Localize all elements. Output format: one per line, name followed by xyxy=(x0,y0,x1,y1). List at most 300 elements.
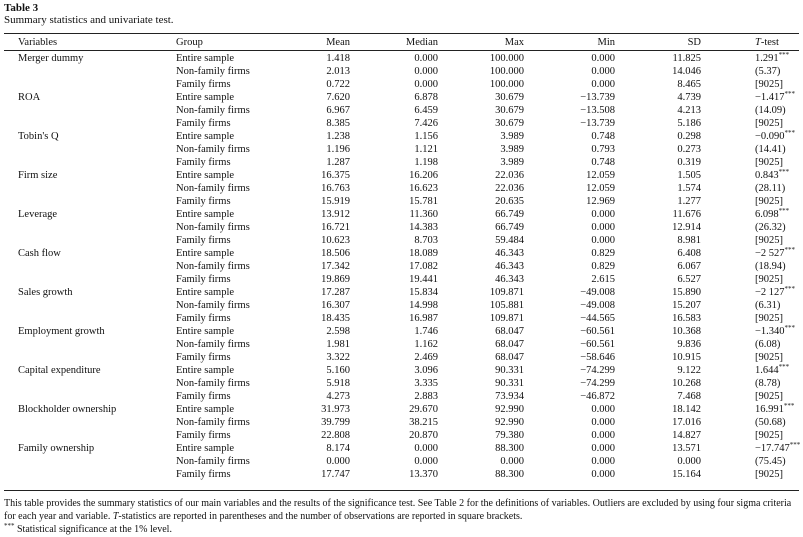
significance-marker: *** xyxy=(784,246,796,254)
t-value: (50.68) xyxy=(755,417,786,428)
group-cell: Non-family firms xyxy=(176,105,250,116)
t-value: 6.098 xyxy=(755,209,779,220)
t-test-cell xyxy=(701,65,799,78)
t-value: 1.291 xyxy=(755,53,779,64)
t-value: 1.644 xyxy=(755,365,779,376)
sd-cell: 6.067 xyxy=(677,261,701,272)
table-subtitle: Summary statistics and univariate test. xyxy=(4,14,174,26)
table-row xyxy=(4,312,799,325)
mean-cell: 18.506 xyxy=(321,248,350,259)
t-value: (18.94) xyxy=(755,261,786,272)
sd-cell: 1.574 xyxy=(677,183,701,194)
col-header-median: Median xyxy=(405,37,438,48)
median-cell: 38.215 xyxy=(409,417,438,428)
median-cell: 19.441 xyxy=(409,274,438,285)
min-cell: −13.739 xyxy=(580,118,615,129)
min-cell: −74.299 xyxy=(580,378,615,389)
min-cell: 0.000 xyxy=(591,469,615,480)
sd-cell: 17.016 xyxy=(672,417,701,428)
max-cell: 46.343 xyxy=(495,248,524,259)
t-value: −2 127 xyxy=(755,287,785,298)
significance-marker: *** xyxy=(784,324,796,332)
median-cell: 1.162 xyxy=(414,339,438,350)
t-test-cell xyxy=(701,91,799,104)
variable-cell xyxy=(4,416,176,429)
table-row xyxy=(4,182,799,195)
t-test-cell xyxy=(701,260,799,273)
variable-cell: Blockholder ownership xyxy=(18,404,117,415)
t-value: (75.45) xyxy=(755,456,786,467)
t-value: [9025] xyxy=(755,430,783,441)
table-row xyxy=(4,364,799,377)
sd-cell: 0.273 xyxy=(677,144,701,155)
min-cell: −60.561 xyxy=(580,339,615,350)
variable-cell xyxy=(4,273,176,286)
median-cell: 0.000 xyxy=(414,66,438,77)
variable-cell xyxy=(4,156,176,169)
table-row xyxy=(4,65,799,78)
mean-cell: 19.869 xyxy=(321,274,350,285)
significance-marker: *** xyxy=(778,51,790,59)
t-rest: -test xyxy=(760,37,779,48)
col-header-sd: SD xyxy=(687,37,701,48)
max-cell: 92.990 xyxy=(495,417,524,428)
variable-cell xyxy=(4,312,176,325)
top-rule xyxy=(4,33,799,34)
sig-text: Statistical significance at the 1% level. xyxy=(14,524,172,535)
group-cell: Entire sample xyxy=(176,248,235,259)
min-cell: 0.748 xyxy=(591,131,615,142)
t-value: (28.11) xyxy=(755,183,786,194)
table-row xyxy=(4,390,799,403)
col-header-min: Min xyxy=(597,37,615,48)
min-cell: 0.000 xyxy=(591,66,615,77)
median-cell: 0.000 xyxy=(414,79,438,90)
mean-cell: 5.918 xyxy=(326,378,350,389)
max-cell: 68.047 xyxy=(495,352,524,363)
max-cell: 66.749 xyxy=(495,222,524,233)
median-cell: 17.082 xyxy=(409,261,438,272)
t-italic: T xyxy=(755,37,761,48)
median-cell: 29.670 xyxy=(409,404,438,415)
median-cell: 0.000 xyxy=(414,443,438,454)
variable-cell xyxy=(4,143,176,156)
max-cell: 79.380 xyxy=(495,430,524,441)
table-row xyxy=(4,143,799,156)
min-cell: −74.299 xyxy=(580,365,615,376)
max-cell: 100.000 xyxy=(489,79,524,90)
min-cell: 0.829 xyxy=(591,261,615,272)
variable-cell: Family ownership xyxy=(18,443,95,454)
variable-cell: Tobin's Q xyxy=(18,131,59,142)
t-value: −2 527 xyxy=(755,248,785,259)
mean-cell: 1.287 xyxy=(326,157,350,168)
sd-cell: 8.465 xyxy=(677,79,701,90)
t-test-cell xyxy=(701,403,799,416)
t-value: [9025] xyxy=(755,235,783,246)
min-cell: 0.000 xyxy=(591,235,615,246)
min-cell: 12.059 xyxy=(586,183,615,194)
max-cell: 22.036 xyxy=(495,170,524,181)
max-cell: 20.635 xyxy=(495,196,524,207)
min-cell: −49.008 xyxy=(580,287,615,298)
sd-cell: 0.298 xyxy=(677,131,701,142)
t-test-cell xyxy=(701,130,799,143)
sd-cell: 9.122 xyxy=(677,365,701,376)
sd-cell: 9.836 xyxy=(677,339,701,350)
mean-cell: 1.196 xyxy=(326,144,350,155)
sd-cell: 11.676 xyxy=(672,209,701,220)
max-cell: 59.484 xyxy=(495,235,524,246)
significance-marker: *** xyxy=(784,285,796,293)
variable-cell: Firm size xyxy=(18,170,58,181)
mean-cell: 3.322 xyxy=(326,352,350,363)
t-test-cell xyxy=(701,221,799,234)
min-cell: −13.508 xyxy=(580,105,615,116)
t-test-cell xyxy=(701,169,799,182)
sd-cell: 13.571 xyxy=(672,443,701,454)
t-test-cell xyxy=(701,455,799,468)
mean-cell: 7.620 xyxy=(326,92,350,103)
t-test-cell xyxy=(701,182,799,195)
variable-cell xyxy=(4,455,176,468)
sd-cell: 18.142 xyxy=(672,404,701,415)
mean-cell: 17.747 xyxy=(321,469,350,480)
mean-cell: 8.174 xyxy=(326,443,350,454)
mean-cell: 22.808 xyxy=(321,430,350,441)
t-value: [9025] xyxy=(755,157,783,168)
t-test-cell xyxy=(701,442,799,455)
mean-cell: 6.967 xyxy=(326,105,350,116)
table-row xyxy=(4,286,799,299)
table-row xyxy=(4,78,799,91)
max-cell: 88.300 xyxy=(495,469,524,480)
table-row xyxy=(4,325,799,338)
t-test-cell xyxy=(701,338,799,351)
variable-cell xyxy=(4,78,176,91)
mean-cell: 16.307 xyxy=(321,300,350,311)
min-cell: 0.000 xyxy=(591,417,615,428)
min-cell: 0.000 xyxy=(591,443,615,454)
table-row xyxy=(4,442,799,455)
t-value: 16.991 xyxy=(755,404,784,415)
t-test-cell xyxy=(701,377,799,390)
mean-cell: 1.238 xyxy=(326,131,350,142)
sd-cell: 14.827 xyxy=(672,430,701,441)
min-cell: 0.000 xyxy=(591,209,615,220)
table-row xyxy=(4,468,799,481)
min-cell: −46.872 xyxy=(580,391,615,402)
median-cell: 20.870 xyxy=(409,430,438,441)
median-cell: 1.156 xyxy=(414,131,438,142)
t-value: [9025] xyxy=(755,352,783,363)
sd-cell: 11.825 xyxy=(672,53,701,64)
notes-significance xyxy=(4,523,801,536)
t-test-cell xyxy=(701,104,799,117)
group-cell: Entire sample xyxy=(176,326,235,337)
table-row xyxy=(4,208,799,221)
max-cell: 88.300 xyxy=(495,443,524,454)
mean-cell: 1.981 xyxy=(326,339,350,350)
t-value: [9025] xyxy=(755,391,783,402)
table-row xyxy=(4,104,799,117)
group-cell: Entire sample xyxy=(176,443,235,454)
median-cell: 3.335 xyxy=(414,378,438,389)
median-cell: 6.878 xyxy=(414,92,438,103)
group-cell: Family firms xyxy=(176,235,231,246)
median-cell: 1.198 xyxy=(414,157,438,168)
group-cell: Non-family firms xyxy=(176,378,250,389)
group-cell: Family firms xyxy=(176,391,231,402)
median-cell: 1.121 xyxy=(414,144,438,155)
table-body xyxy=(4,52,799,481)
sd-cell: 12.914 xyxy=(672,222,701,233)
t-test-cell xyxy=(701,143,799,156)
significance-marker: *** xyxy=(789,441,801,449)
median-cell: 8.703 xyxy=(414,235,438,246)
table-row xyxy=(4,130,799,143)
significance-marker: *** xyxy=(778,363,790,371)
sd-cell: 15.164 xyxy=(672,469,701,480)
variable-cell xyxy=(4,390,176,403)
group-cell: Entire sample xyxy=(176,53,235,64)
mean-cell: 15.919 xyxy=(321,196,350,207)
median-cell: 15.834 xyxy=(409,287,438,298)
median-cell: 16.623 xyxy=(409,183,438,194)
group-cell: Family firms xyxy=(176,352,231,363)
median-cell: 3.096 xyxy=(414,365,438,376)
mean-cell: 2.598 xyxy=(326,326,350,337)
statistics-table xyxy=(4,35,799,481)
variable-cell: Capital expenditure xyxy=(18,365,101,376)
median-cell: 2.883 xyxy=(414,391,438,402)
t-test-cell xyxy=(701,429,799,442)
variable-cell xyxy=(4,182,176,195)
t-value: −17.747 xyxy=(755,443,790,454)
mean-cell: 17.342 xyxy=(321,261,350,272)
t-value: [9025] xyxy=(755,313,783,324)
min-cell: 0.793 xyxy=(591,144,615,155)
median-cell: 16.206 xyxy=(409,170,438,181)
max-cell: 100.000 xyxy=(489,66,524,77)
median-cell: 13.370 xyxy=(409,469,438,480)
group-cell: Entire sample xyxy=(176,92,235,103)
sd-cell: 15.207 xyxy=(672,300,701,311)
table-row xyxy=(4,91,799,104)
variable-cell xyxy=(4,117,176,130)
group-cell: Family firms xyxy=(176,430,231,441)
t-value: (5.37) xyxy=(755,66,781,77)
table-row xyxy=(4,156,799,169)
group-cell: Non-family firms xyxy=(176,144,250,155)
t-value: −1.417 xyxy=(755,92,785,103)
variable-cell: Leverage xyxy=(18,209,58,220)
sd-cell: 10.915 xyxy=(672,352,701,363)
max-cell: 30.679 xyxy=(495,105,524,116)
max-cell: 90.331 xyxy=(495,365,524,376)
group-cell: Entire sample xyxy=(176,209,235,220)
min-cell: 0.000 xyxy=(591,430,615,441)
median-cell: 7.426 xyxy=(414,118,438,129)
median-cell: 15.781 xyxy=(409,196,438,207)
variable-cell xyxy=(4,104,176,117)
table-row xyxy=(4,377,799,390)
table-title: Table 3 xyxy=(4,2,39,14)
table-row xyxy=(4,273,799,286)
table-row xyxy=(4,351,799,364)
sd-cell: 10.268 xyxy=(672,378,701,389)
group-cell: Non-family firms xyxy=(176,183,250,194)
col-header-group: Group xyxy=(176,37,203,48)
max-cell: 68.047 xyxy=(495,339,524,350)
max-cell: 3.989 xyxy=(500,157,524,168)
min-cell: −44.565 xyxy=(580,313,615,324)
col-header-max: Max xyxy=(504,37,524,48)
group-cell: Family firms xyxy=(176,313,231,324)
table-row xyxy=(4,338,799,351)
t-test-cell xyxy=(701,468,799,481)
median-cell: 1.746 xyxy=(414,326,438,337)
group-cell: Non-family firms xyxy=(176,66,250,77)
sd-cell: 10.368 xyxy=(672,326,701,337)
group-cell: Family firms xyxy=(176,469,231,480)
notes-paragraph xyxy=(4,497,801,523)
max-cell: 46.343 xyxy=(495,261,524,272)
max-cell: 30.679 xyxy=(495,92,524,103)
mean-cell: 39.799 xyxy=(321,417,350,428)
mean-cell: 5.160 xyxy=(326,365,350,376)
t-value: [9025] xyxy=(755,118,783,129)
variable-cell xyxy=(4,234,176,247)
group-cell: Family firms xyxy=(176,196,231,207)
table-row xyxy=(4,52,799,65)
t-value: [9025] xyxy=(755,196,783,207)
min-cell: 12.059 xyxy=(586,170,615,181)
min-cell: 12.969 xyxy=(586,196,615,207)
sd-cell: 16.583 xyxy=(672,313,701,324)
min-cell: −60.561 xyxy=(580,326,615,337)
mean-cell: 16.721 xyxy=(321,222,350,233)
t-value: (8.78) xyxy=(755,378,781,389)
group-cell: Entire sample xyxy=(176,404,235,415)
variable-cell xyxy=(4,338,176,351)
min-cell: −13.739 xyxy=(580,92,615,103)
group-cell: Entire sample xyxy=(176,287,235,298)
col-header-mean: Mean xyxy=(326,37,350,48)
table-row xyxy=(4,416,799,429)
median-cell: 2.469 xyxy=(414,352,438,363)
t-test-cell xyxy=(701,52,799,65)
min-cell: 2.615 xyxy=(591,274,615,285)
sig-marker: *** xyxy=(4,522,15,530)
mean-cell: 0.722 xyxy=(326,79,350,90)
t-value: (14.41) xyxy=(755,144,786,155)
variable-cell xyxy=(4,429,176,442)
table-row xyxy=(4,455,799,468)
max-cell: 22.036 xyxy=(495,183,524,194)
median-cell: 0.000 xyxy=(414,456,438,467)
t-value: −1.340 xyxy=(755,326,785,337)
mean-cell: 13.912 xyxy=(321,209,350,220)
min-cell: 0.000 xyxy=(591,222,615,233)
bottom-rule xyxy=(4,490,799,491)
variable-cell xyxy=(4,260,176,273)
max-cell: 0.000 xyxy=(500,456,524,467)
mean-cell: 16.375 xyxy=(321,170,350,181)
t-test-cell xyxy=(701,299,799,312)
variable-cell xyxy=(4,299,176,312)
mean-cell: 18.435 xyxy=(321,313,350,324)
min-cell: 0.748 xyxy=(591,157,615,168)
col-header-variables: Variables xyxy=(18,37,58,48)
min-cell: 0.829 xyxy=(591,248,615,259)
max-cell: 73.934 xyxy=(495,391,524,402)
mean-cell: 17.287 xyxy=(321,287,350,298)
table-row xyxy=(4,429,799,442)
sd-cell: 4.739 xyxy=(677,92,701,103)
max-cell: 66.749 xyxy=(495,209,524,220)
min-cell: 0.000 xyxy=(591,53,615,64)
significance-marker: *** xyxy=(784,90,796,98)
notes-text: This table provides the summary statistics of our main variables and the results of the significance test. See Table 2 for the definitions of variables. Outliers are excluded by using four sigma criteria for each year and variable. xyxy=(4,498,792,522)
max-cell: 109.871 xyxy=(489,313,524,324)
t-value: (6.08) xyxy=(755,339,781,350)
group-cell: Family firms xyxy=(176,274,231,285)
mean-cell: 4.273 xyxy=(326,391,350,402)
median-cell: 0.000 xyxy=(414,53,438,64)
table-row xyxy=(4,195,799,208)
max-cell: 30.679 xyxy=(495,118,524,129)
variable-cell xyxy=(4,351,176,364)
max-cell: 46.343 xyxy=(495,274,524,285)
variable-cell: Cash flow xyxy=(18,248,61,259)
sd-cell: 0.000 xyxy=(677,456,701,467)
group-cell: Non-family firms xyxy=(176,417,250,428)
table-notes xyxy=(4,497,801,536)
col-header-t-test xyxy=(701,35,799,52)
t-test-cell xyxy=(701,208,799,221)
variable-cell: ROA xyxy=(18,92,41,103)
table-row xyxy=(4,299,799,312)
table-row xyxy=(4,117,799,130)
significance-marker: *** xyxy=(784,129,796,137)
mean-cell: 1.418 xyxy=(326,53,350,64)
notes-t-italic: T xyxy=(112,511,119,522)
min-cell: 0.000 xyxy=(591,404,615,415)
variable-cell xyxy=(4,195,176,208)
median-cell: 11.360 xyxy=(409,209,438,220)
t-value: 0.843 xyxy=(755,170,779,181)
variable-cell xyxy=(4,468,176,481)
max-cell: 3.989 xyxy=(500,144,524,155)
sd-cell: 8.981 xyxy=(677,235,701,246)
variable-cell: Merger dummy xyxy=(18,53,84,64)
group-cell: Non-family firms xyxy=(176,222,250,233)
t-test-cell xyxy=(701,286,799,299)
min-cell: −49.008 xyxy=(580,300,615,311)
t-value: [9025] xyxy=(755,79,783,90)
table-row xyxy=(4,221,799,234)
significance-marker: *** xyxy=(778,207,790,215)
group-cell: Non-family firms xyxy=(176,261,250,272)
max-cell: 100.000 xyxy=(489,53,524,64)
sd-cell: 6.527 xyxy=(677,274,701,285)
table-row xyxy=(4,234,799,247)
sd-cell: 1.277 xyxy=(677,196,701,207)
min-cell: 0.000 xyxy=(591,456,615,467)
t-test-cell xyxy=(701,364,799,377)
median-cell: 6.459 xyxy=(414,105,438,116)
